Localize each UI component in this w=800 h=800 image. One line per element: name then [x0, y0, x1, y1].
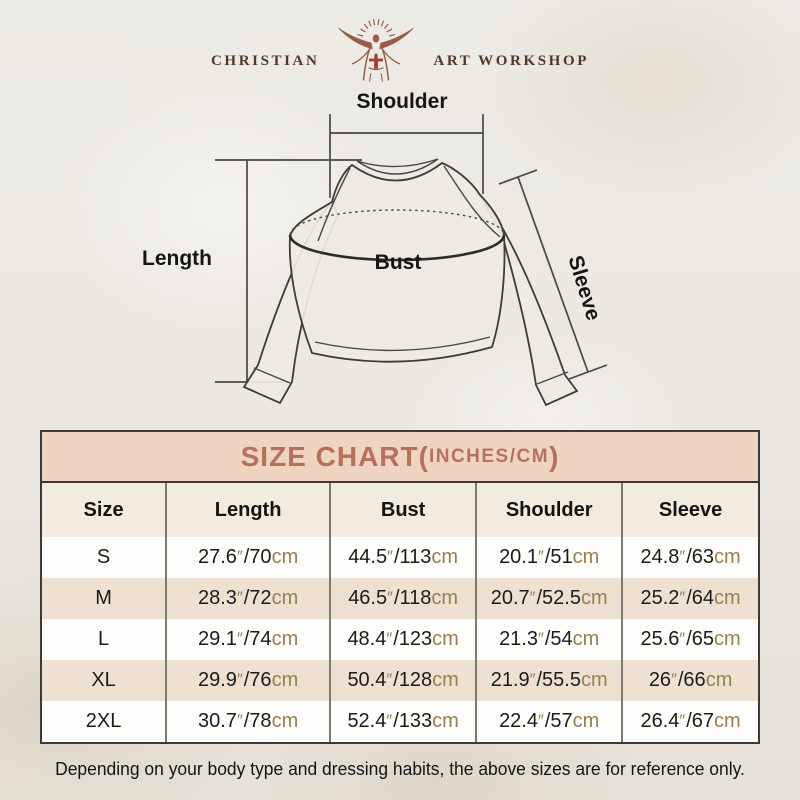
- reference-note: Depending on your body type and dressing habits, the above sizes are for reference only.: [55, 759, 745, 779]
- length-label: Length: [142, 247, 212, 270]
- jesus-figure-icon: [328, 14, 424, 88]
- table-body: [42, 537, 758, 742]
- table-row-l: [42, 619, 758, 660]
- title-prefix: SIZE CHART(: [240, 440, 429, 472]
- bust-measurement-cell: 52.4 ″ /133 cm: [329, 701, 475, 742]
- bust-label: Bust: [374, 251, 422, 274]
- bust-measurement-cell: 46.5 ″ /118 cm: [329, 578, 475, 619]
- column-header-size: Size: [83, 498, 124, 521]
- table-row-s: [42, 537, 758, 578]
- size-cell: S: [96, 546, 111, 568]
- length-measurement-cell: 28.3 ″ /72 cm: [165, 578, 329, 619]
- size-cell: M: [95, 587, 112, 609]
- title-suffix: ): [549, 440, 560, 472]
- column-header-bust: Bust: [329, 483, 475, 537]
- size-cell: 2XL: [85, 710, 122, 732]
- sleeve-measurement-cell: 25.6 ″ /65 cm: [621, 619, 758, 660]
- collar-back-line: [357, 159, 438, 167]
- sleeve-measurement-cell: 26 ″ /66 cm: [621, 660, 758, 701]
- table-row-2xl: [42, 701, 758, 742]
- length-measurement-cell: 29.1 ″ /74 cm: [165, 619, 329, 660]
- size-chart-table: [40, 483, 760, 744]
- shoulder-measurement-cell: 20.1 ″ /51 cm: [475, 537, 621, 578]
- brand-name-left: CHRISTIAN: [211, 53, 320, 69]
- bust-measurement-cell: 48.4 ″ /123 cm: [329, 619, 475, 660]
- bust-measurement-cell: 44.5 ″ /113 cm: [329, 537, 475, 578]
- table-header-row: [42, 483, 758, 537]
- bust-measurement-cell: 50.4 ″ /128 cm: [329, 660, 475, 701]
- size-chart-title: [40, 430, 760, 483]
- title-units: INCHES/CM: [428, 445, 550, 467]
- cross-icon: [369, 54, 383, 69]
- sleeve-measurement-cell: 26.4 ″ /67 cm: [621, 701, 758, 742]
- shoulder-measurement-cell: 20.7 ″ /52.5 cm: [475, 578, 621, 619]
- shoulder-label: Shoulder: [356, 90, 448, 113]
- column-header-length: Length: [165, 483, 329, 537]
- column-header-shoulder: Shoulder: [475, 483, 621, 537]
- length-measurement-cell: 27.6 ″ /70 cm: [165, 537, 329, 578]
- table-row-xl: [42, 660, 758, 701]
- table-row-m: [42, 578, 758, 619]
- brand-logo: [0, 8, 800, 88]
- length-measurement-cell: 29.9 ″ /76 cm: [165, 660, 329, 701]
- sweater-measurement-diagram: [140, 85, 700, 433]
- shoulder-measurement-cell: 21.9 ″ /55.5 cm: [475, 660, 621, 701]
- shoulder-measurement-cell: 21.3 ″ /54 cm: [475, 619, 621, 660]
- size-cell: XL: [91, 669, 116, 691]
- size-chart-section: [40, 430, 760, 744]
- brand-name-right: ART WORKSHOP: [433, 53, 589, 69]
- sleeve-label: Sleeve: [563, 252, 605, 324]
- sleeve-measurement-cell: 25.2 ″ /64 cm: [621, 578, 758, 619]
- column-header-sleeve: Sleeve: [621, 483, 758, 537]
- shoulder-measurement-cell: 22.4 ″ /57 cm: [475, 701, 621, 742]
- sleeve-measurement-cell: 24.8 ″ /63 cm: [621, 537, 758, 578]
- length-measurement-cell: 30.7 ″ /78 cm: [165, 701, 329, 742]
- size-cell: L: [98, 628, 110, 650]
